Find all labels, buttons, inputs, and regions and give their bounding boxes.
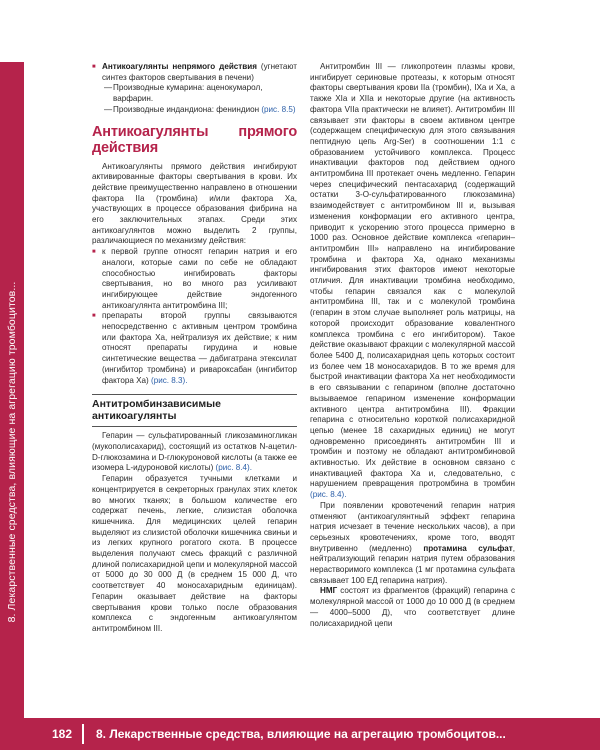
side-chapter-title: 8. Лекарственные средства, влияющие на агрегацию тромбоцитов... bbox=[6, 281, 18, 623]
derivative-item: — Производные кумарина: аценокумарол, варфарин. bbox=[104, 83, 297, 104]
right-column bbox=[310, 62, 515, 629]
figure-ref[interactable]: (рис. 8.5) bbox=[261, 104, 296, 114]
intro-paragraph: Антикоагулянты прямого действия ингибируют активированные факторы свертывания в крови. Их действие преимущественно направлено в отношении фактора IIa (тромбина) и/или фактора Xa, участвующих в процессе образования фибрина на его заключительных этапах. Среди этих антикоагулянтов можно выделить 2 группы, различающиеся по механизму действия: bbox=[92, 161, 297, 246]
derivatives-list bbox=[104, 83, 297, 115]
group-item bbox=[92, 247, 297, 311]
subsection-heading: Антитромбинзависимые антикоагулянты bbox=[92, 394, 297, 427]
section-heading: Антикоагулянты прямого действия bbox=[92, 123, 297, 156]
lmwh-text: состоят из фрагментов (фракций) гепарина с молекулярной массой от 1000 до 10 000 Д (в среднем — 4000–5000 Д), что соответствует длине полисахаридной цепи bbox=[310, 586, 515, 628]
footer-chapter-title: 8. Лекарственные средства, влияющие на агрегацию тромбоцитов... bbox=[96, 727, 506, 741]
side-chapter-tab bbox=[0, 62, 24, 718]
heparin-paragraph-1 bbox=[92, 431, 297, 474]
bleeding-text: При появлении кровотечений гепарин натрия отменяют (антикоагулянтный эффект гепарина натрия исчезает в течение нескольких часов), а при серьезных кровотечениях, кроме того, вводят внутривенно (медленно) bbox=[310, 500, 515, 553]
bleeding-text-end: , нейтрализующий гепарин натрия путем образования нерастворимого комплекса (1 мг протамина сульфата связывает 100 ЕД гепарина натрия). bbox=[310, 543, 516, 585]
figure-ref[interactable]: (рис. 8.4). bbox=[310, 490, 347, 500]
indirect-title: Антикоагулянты непрямого действия bbox=[102, 62, 257, 71]
figure-ref[interactable]: (рис. 8.4). bbox=[215, 463, 252, 473]
heparin-text: Гепарин — сульфатированный гликозаминогликан (мукополисахарид), состоящий из остатков N-ацетил-D-глюкозамина и D-глюкуроновой кислоты (а также ее изомера L-идуроновой кислоты) bbox=[92, 431, 297, 473]
bleeding-paragraph bbox=[310, 501, 515, 587]
group-item bbox=[92, 311, 297, 386]
indirect-text: (угнетают синтез факторов свертывания в печени) bbox=[102, 62, 297, 82]
indirect-list bbox=[92, 62, 297, 83]
lmwh-paragraph bbox=[310, 586, 515, 629]
antithrombin-paragraph bbox=[310, 62, 515, 501]
indirect-item bbox=[92, 62, 297, 83]
antithrombin-text: Антитромбин III — гликопротеин плазмы крови, ингибирует сериновые протеазы, к которым относят факторы свертывания крови IIa (тромбин), IXa и Xa, а также XIa и XIIa и некоторые другие (на активность фактора VIIa практически не влияет). Антитромбин III связывает эти факторы в своем активном центре (содержащем специфическую для этого связывания пептидную цепь Arg-Ser) в соотношении 1:1 с образованием устойчивого комплекса. Процесс инактивации факторов под действием одного антитромбина III протекает очень медленно. Гепарин через специфический пентасахарид (содержащий остатки 3-O-сульфатированного глюкозамина) взаимодействует с антитромбином III и, вызывая изменения конформации его активного центра, приводит к ускорению этого процесса примерно в 1000 раз. Основное действие комплекса «гепарин–антитромбин III» направлено на ингибирование тромбина и фактора Xa, однако механизмы ингибирования этих факторов имеют некоторые отличия. Для инактивации тромбина необходимо, чтобы гепарин связался как с молекулой антитромбина III, так и с молекулой тромбина (гепарин в этом случае выполняет роль матрицы, на которой происходит образование ковалентного комплекса тромбина с его ингибитором). Такое действие оказывают фракции с молекулярной массой более 5400 Д, полисахаридная цепь которых состоит из более чем 18 моносахаридов. В то же время для быстрой инактивации фактора Xa нет необходимости в его связывании с гепарином (вполне достаточно вызываемое гепарином изменение конформации активного центра антитромбина III). Фракции гепарина с относительно короткой полисахаридной цепью (менее 18 сахаридных единиц) не могут одновременно присоединять антитромбин III и тромбин и поэтому не обладают антитромбиновой активностью. Их действие в основном связано с инактивацией фактора Xa и, следовательно, с нарушением превращения протромбина в тромбин bbox=[310, 62, 515, 489]
groups-list bbox=[92, 247, 297, 386]
heparin-paragraph-2: Гепарин образуется тучными клетками и концентрируется в секреторных гранулах этих клеток во многих тканях; в большом количестве его содержат печень, легкие, слизистая оболочка кишечника. Для медицинских целей гепарин выделяют из слизистой оболочки кишечника свиньи и из легких крупного рогатого скота. В процессе выделения получают смесь фракций с различной длиной полисахаридной цепи и молекулярной массой от 5000 до 30 000 Д (в среднем 15 000 Д, что соответствует 40 моносахаридным единицам). Гепарин оказывает действие на факторы свертывания крови только после образования комплекса с эндогенным антикоагулянтом антитромбином III. bbox=[92, 474, 297, 633]
group-text: к первой группе относят гепарин натрия и его аналоги, которые сами по себе не обладают способностью ингибировать факторы свертывания, но во много раз усиливают ингибирующее действие эндогенного антикоагулянта антитромбина III; bbox=[102, 247, 297, 310]
figure-ref[interactable]: (рис. 8.3). bbox=[151, 375, 188, 385]
group-text: препараты второй группы связываются непосредственно с активным центром тромбина или фактора Xa, нейтрализуя их действие; к ним относят препараты гирудина и новые синтетические вещества — дабигатрана этексилат (ингибитор тромбина) и ривароксабан (ингибитор фактора Xa) bbox=[102, 311, 297, 385]
lmwh-term: НМГ bbox=[320, 586, 338, 596]
page-number: 182 bbox=[0, 724, 84, 744]
left-column bbox=[92, 62, 297, 635]
page-footer bbox=[0, 718, 600, 750]
derivative-item bbox=[104, 105, 297, 116]
protamine-term: протамина сульфат bbox=[423, 543, 513, 553]
derivative-text: Производные индандиона: фениндион bbox=[113, 104, 260, 114]
